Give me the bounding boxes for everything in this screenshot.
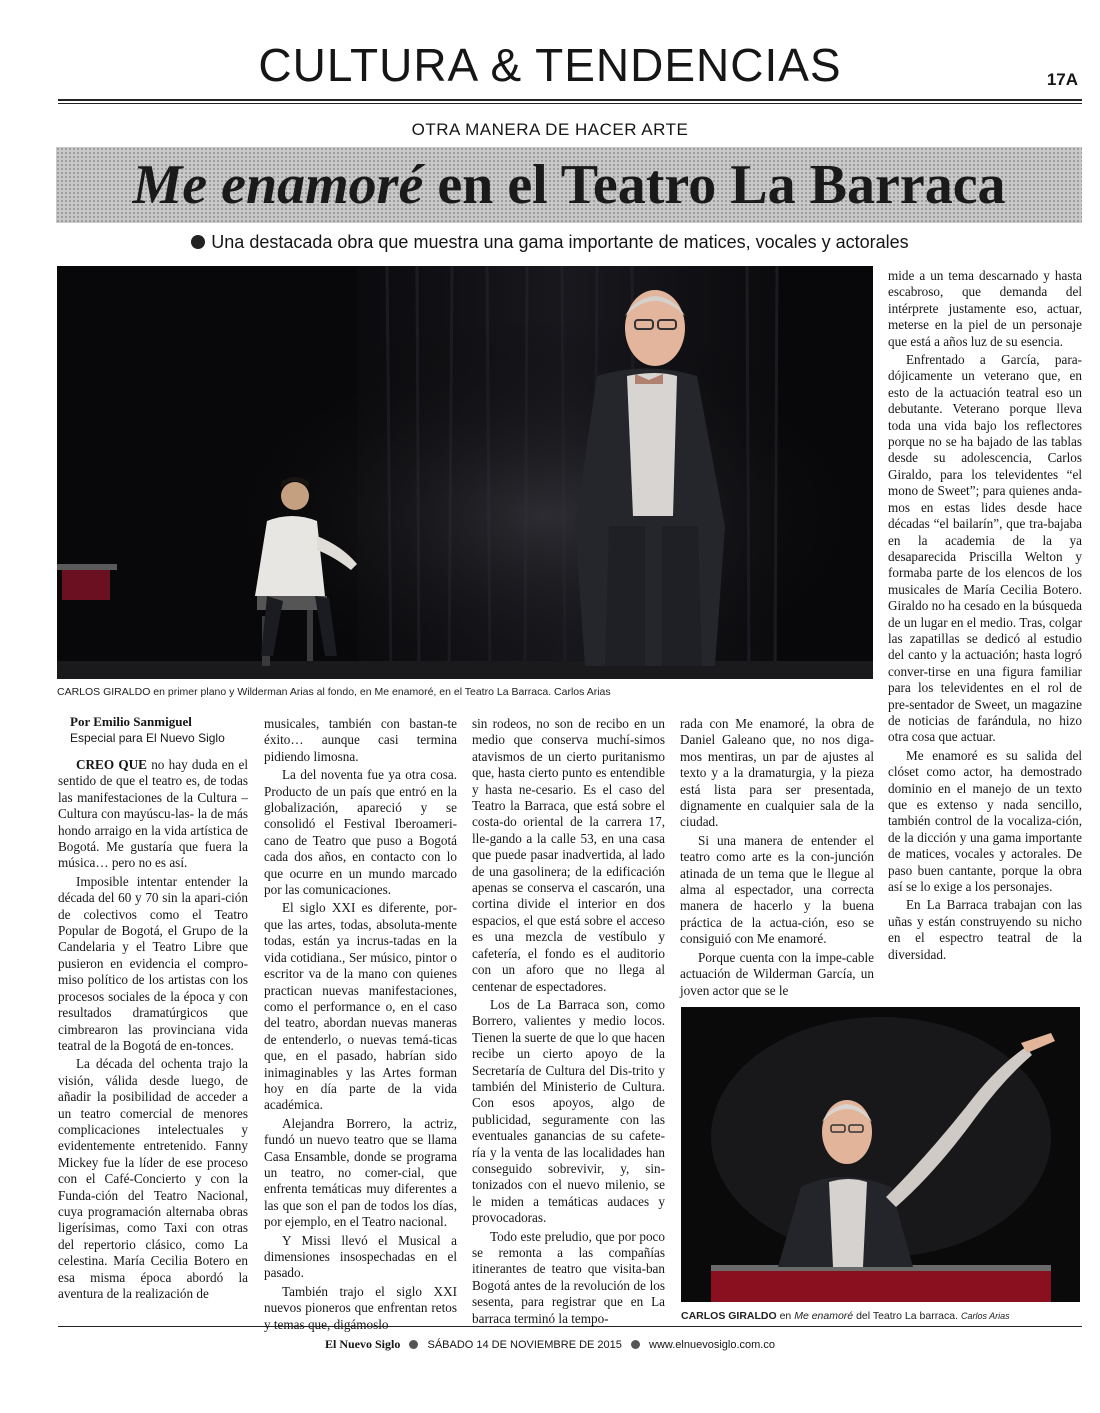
secondary-caption-mid: en xyxy=(779,1310,792,1322)
paragraph: En La Barraca trabajan con las uñas y están construyendo su nicho en el espectro teatral de la diversidad. xyxy=(888,897,1082,962)
footer-date: SÁBADO 14 DE NOVIEMBRE DE 2015 xyxy=(427,1339,622,1351)
paragraph: sin rodeos, no son de recibo en un medio que conserva muchí-simos atavismos de un cierto puritanismo que, hasta cierto punto es entendible y hasta ne-cesario. Es el caso del Teatro la Barraca, que está sobre el costa-do oriental de la carrera 17, lle-gando a la calle 53, en una casa que puede pasar inadvertida, al lado de una gasolinera; de la edificación apenas se conserva el cascarón, una cortina divide el interior en dos espacios, el que está sobre el acceso es una mezcla de vestíbulo y cafetería, el fondo es el auditorio con un aforo que no llega al centenar de espectadores. xyxy=(472,716,665,994)
kicker: OTRA MANERA DE HACER ARTE xyxy=(411,120,689,139)
paragraph: La década del ochenta trajo la visión, válida desde luego, de añadir la posibilidad de acceder a un teatro comercial de menores complicaciones intelectuales y evidentemente entretenido. Fanny Mickey fue la líder de ese proceso con el Café-Concierto y con la Funda-ción del Teatro Nacional, cuya programación alternaba obras ligerísimas, como Taxi con otras del repertorio clásico, como La celestina. María Cecilia Botero en esa misma época abordó la aventura de la realización de xyxy=(58,1056,248,1301)
secondary-caption-title: Me enamoré xyxy=(794,1310,854,1322)
footer-brand: El Nuevo Siglo xyxy=(325,1337,401,1351)
secondary-caption-credit: Carlos Arias xyxy=(960,1311,1010,1321)
paragraph: mide a un tema descarnado y hasta escabroso, que demanda del intérprete justamente eso, actuar, meterse en la piel de un personaje que está a años luz de su esencia. xyxy=(888,268,1082,349)
paragraph: Enfrentado a García, para-dójicamente un veterano que, en esto de la actuación teatral eso un debutante. Veterano porque lleva toda una vida bajo los reflectores porque no se ha bajado de las tablas desde su adolescencia, Carlos Giraldo, para los televidentes “el mono de Sweet”; para quienes anda-mos en estas lides desde hace décadas “el bailarín”, que tra-bajaba en la academia de la ya desaparecida Priscilla Welton y formaba parte de los elencos de los musicales de María Cecilia Botero. Giraldo no ha cesado en la búsqueda de un lugar en el medio. Tras, colgar las zapatillas se dedicó al estudio del canto y la actuación; hasta logró conver-tirse en una figura familiar para los televidentes en el rol de pre-sentador de Sweet, un magazine de noticias de farándula, no hizo otra cosa que actuar. xyxy=(888,352,1082,745)
header-rule-thin xyxy=(58,103,1082,104)
headline-italic: Me enamoré xyxy=(132,154,424,216)
paragraph: Me enamoré es su salida del clóset como actor, ha demostrado dominio en el manejo de un texto que es extenso y nada sencillo, también control de la vocaliza-ción, de la dicción y una gama importante de matices, vocales y actorales. De paso buen cantante, porque la obra así se lo exige a los personajes. xyxy=(888,747,1082,895)
column-3 xyxy=(472,716,665,1329)
paragraph: Alejandra Borrero, la actriz, fundó un nuevo teatro que se llama Casa Ensamble, donde se programa un teatro, no comer-cial, que enfrenta temáticas muy diferentes a las que son el pan de todos los días, por ejemplo, en el Teatro nacional. xyxy=(264,1115,457,1230)
paragraph: La del noventa fue ya otra cosa. Producto de un país que entró en la globalización, apareció y se consolidó el Festival Iberoameri-cano de Teatro que puso a Bogotá cada dos años, en contacto con lo que ocurre en un mundo marcado por las comunicaciones. xyxy=(264,767,457,898)
byline-author: Por Emilio Sanmiguel xyxy=(70,714,192,729)
stage-scene-image xyxy=(57,266,873,679)
main-photo-caption xyxy=(57,686,611,698)
paragraph xyxy=(58,757,248,872)
page-number: 17A xyxy=(1046,70,1078,89)
paragraph: Porque cuenta con la impe-cable actuación de Wilderman García, un joven actor que se le xyxy=(680,949,874,998)
paragraph-text: no hay duda en el sentido de que el teatro es, de todas las manifestaciones de la Cultura –Cultura con mayúscu-las- la de más hondo arraigo en la vida artística de Bogotá. Me gustaría que fuera la música… pero no es así. xyxy=(58,757,249,871)
paragraph: Y Missi llevó el Musical a dimensiones insospechadas en el pasado. xyxy=(264,1232,457,1281)
section-title: CULTURA & TENDENCIAS xyxy=(258,39,842,91)
column-4 xyxy=(680,716,874,1001)
secondary-caption-name: CARLOS GIRALDO xyxy=(681,1310,777,1322)
main-photo xyxy=(57,266,873,679)
paragraph: También trajo el siglo XXI nuevos pioneros que enfrentan retos y temas que, digámoslo xyxy=(264,1283,457,1332)
column-1 xyxy=(58,757,248,1304)
secondary-caption-text: del Teatro La barraca. xyxy=(856,1310,959,1322)
actor-gesture-image xyxy=(681,1007,1080,1302)
lead-word: CREO QUE xyxy=(76,757,147,772)
column-2 xyxy=(264,716,457,1335)
paragraph: Si una manera de entender el teatro como arte es la con-junción atinada de un tema que le llegue al alma al espectador, una correcta manera de hacerlo y la buena práctica de la actua-ción, eso se consiguió con Me enamoré. xyxy=(680,832,874,947)
headline-roman: en el Teatro La Barraca xyxy=(437,154,1006,216)
secondary-photo-caption xyxy=(681,1310,1010,1322)
column-5 xyxy=(888,268,1082,965)
secondary-photo xyxy=(681,1007,1080,1302)
main-caption-text: en primer plano y Wilderman Arias al fondo, en Me enamoré, en el Teatro La Barraca. Carlos Arias xyxy=(153,686,611,698)
deck xyxy=(0,232,1100,253)
byline-role: Especial para El Nuevo Siglo xyxy=(70,731,225,745)
footer-dot-icon xyxy=(409,1340,418,1349)
paragraph: El siglo XXI es diferente, por-que las artes, todas, absoluta-mente todas, están ya incrus-tadas en la vida cotidiana., Ser músico, pintor o escritor va de la mano con quienes practican nuevas manifestaciones, como el performance o, en el caso del teatro, abordan nuevas maneras de entenderlo, o nuevas temá-ticas que, en el pasado, habrían sido inimaginables y las Artes forman hoy en día parte de la vida académica. xyxy=(264,900,457,1113)
paragraph: Los de La Barraca son, como Borrero, valientes y medio locos. Tienen la suerte de que lo que hacen recibe un cierto apoyo de la Secretaría de Cultura del Dis-trito y también del Ministerio de Cultura. Con esos apoyos, algo de publicidad, seguramente con las eventuales ganancias de su cafete-ría y la venta de las localidades han conseguido sobrevivir, y, sin-tonizados con el nuevo milenio, se le miden a temáticas audaces y provocadoras. xyxy=(472,996,665,1226)
paragraph: rada con Me enamoré, la obra de Daniel Galeano que, no nos diga-mos mentiras, un par de ajustes al texto y a la dramaturgia, y la pieza está lista para ser presentada, dignamente en cualquier sala de la ciudad. xyxy=(680,716,874,830)
header-rule xyxy=(58,99,1082,101)
footer-dot-icon xyxy=(631,1340,640,1349)
footer-rule xyxy=(58,1326,1082,1327)
paragraph: Imposible intentar entender la década del 60 y 70 sin la apari-ción de colectivos como el Teatro Popular de Bogotá, el Grupo de la Candelaria y el Teatro Libre que pusieron en evidencia el compro-miso político de los artistas con los procesos sociales de la época y con resultados dramatúrgicos que cimbrearon las provinciana vida teatral de la Bogotá de en-tonces. xyxy=(58,873,248,1053)
main-caption-name: CARLOS GIRALDO xyxy=(57,686,151,698)
paragraph: Todo este preludio, que por poco se remonta a las compañías itinerantes de teatro que visita-ban Bogotá antes de la revolución de los sesenta, para registrar que en La barraca terminó la tempo- xyxy=(472,1228,665,1326)
footer xyxy=(0,1337,1100,1352)
bullet-icon xyxy=(191,235,205,249)
deck-text: Una destacada obra que muestra una gama importante de matices, vocales y actorales xyxy=(211,232,909,252)
headline-banner xyxy=(56,147,1082,223)
paragraph: musicales, también con bastan-te éxito… aunque casi termina pidiendo limosna. xyxy=(264,716,457,764)
headline xyxy=(56,153,1082,217)
footer-url[interactable]: www.elnuevosiglo.com.co xyxy=(649,1339,775,1351)
